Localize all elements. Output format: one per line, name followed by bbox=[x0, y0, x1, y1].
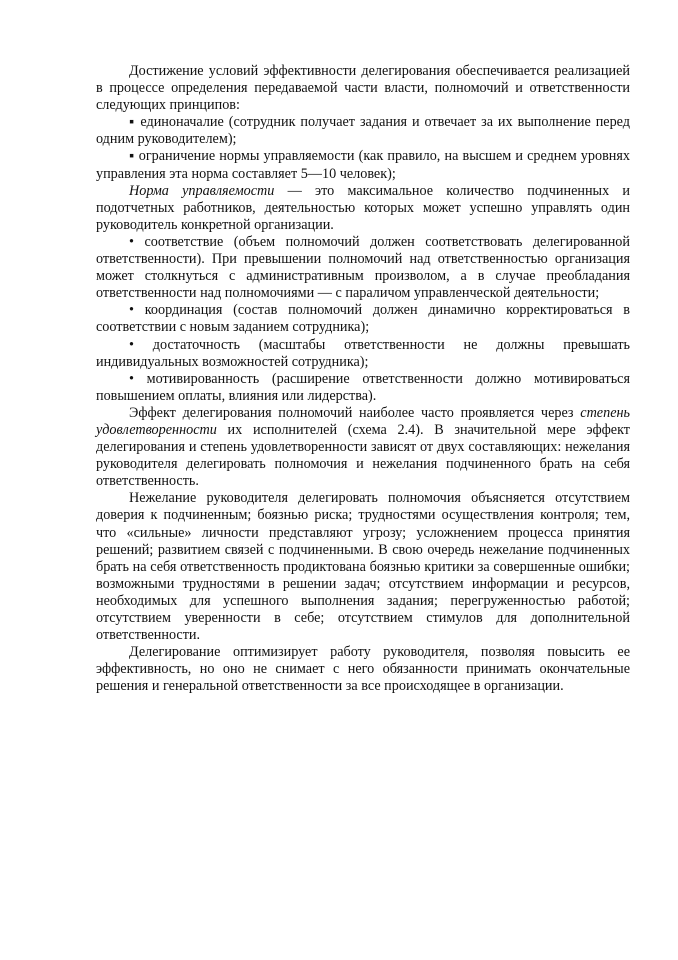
paragraph-text: Нежелание руководителя делегировать полномочия объясняется отсутствием доверия к подчиненным; боязнью риска; трудностями осуществления контроля; тем, что «сильные» личности представляют угрозу; усложнением процесса принятия решений; развитием связей с подчиненными. В свою очередь нежелание подчиненных брать на себя ответственность продиктована боязнью критики за совершенные ошибки; возможными трудностями в решении задач; отсутствием информации и ресурсов, необходимых для успешного выполнения задания; перегруженностью работой; отсутствием уверенности в себе; отсутствием стимулов для дополнительной ответственности. bbox=[96, 490, 630, 644]
paragraph-intro bbox=[96, 63, 630, 114]
list-item-text: ▪ ограничение нормы управляемости (как правило, на высшем и среднем уровнях управления эта норма составляет 5—10 человек); bbox=[96, 148, 630, 182]
list-item-text: • достаточность (масштабы ответственности не должны превышать индивидуальных возможностей сотрудника); bbox=[96, 336, 630, 370]
list-item-motivation bbox=[96, 371, 630, 405]
list-item-text: • координация (состав полномочий должен динамично корректироваться в соответствии с новым заданием сотрудника); bbox=[96, 302, 630, 336]
document-page bbox=[96, 63, 630, 695]
list-item-text: • мотивированность (расширение ответственности должно мотивироваться повышением оплаты, влияния или лидерства). bbox=[96, 370, 630, 404]
paragraph-reluctance bbox=[96, 490, 630, 644]
list-item-sufficiency bbox=[96, 337, 630, 371]
paragraph-text: Достижение условий эффективности делегирования обеспечивается реализацией в процессе определения передаваемой части власти, полномочий и ответственности следующих принципов: bbox=[96, 63, 630, 114]
list-item-text: ▪ единоначалие (сотрудник получает задания и отвечает за их выполнение перед одним руководителем); bbox=[96, 114, 630, 148]
term-emphasis: Норма управляемости bbox=[129, 182, 275, 199]
paragraph-span-definition bbox=[96, 183, 630, 234]
paragraph-conclusion bbox=[96, 644, 630, 695]
list-item-unity-of-command bbox=[96, 114, 630, 148]
list-item-coordination bbox=[96, 302, 630, 336]
paragraph-text: их исполнителей (схема 2.4). В значительной мере эффект делегирования и степень удовлетворенности зависят от двух составляющих: нежелания руководителя делегировать полномочия и нежелания подчиненного брать на себя ответственность. bbox=[96, 421, 630, 490]
paragraph-text: Делегирование оптимизирует работу руководителя, позволяя повысить ее эффективность, но оно не снимает с него обязанности принимать окончательные решения и генеральной ответственности за все происходящее в организации. bbox=[96, 644, 630, 695]
paragraph-text: — это максимальное количество подчиненных и подотчетных работников, деятельностью которых может успешно управлять один руководитель конкретной организации. bbox=[96, 182, 630, 233]
paragraph-delegation-effect bbox=[96, 405, 630, 490]
list-item-span-of-control bbox=[96, 148, 630, 182]
list-item-correspondence bbox=[96, 234, 630, 302]
list-item-text: • соответствие (объем полномочий должен соответствовать делегированной ответственности). При превышении полномочий над ответственностью организация может столкнуться с административным произволом, а в случае преобладания ответственности над полномочиями — с параличом управленческой деятельности; bbox=[96, 233, 630, 302]
term-emphasis: степень удовлетворенности bbox=[96, 404, 630, 438]
paragraph-text: Эффект делегирования полномочий наиболее часто проявляется через bbox=[129, 404, 581, 421]
